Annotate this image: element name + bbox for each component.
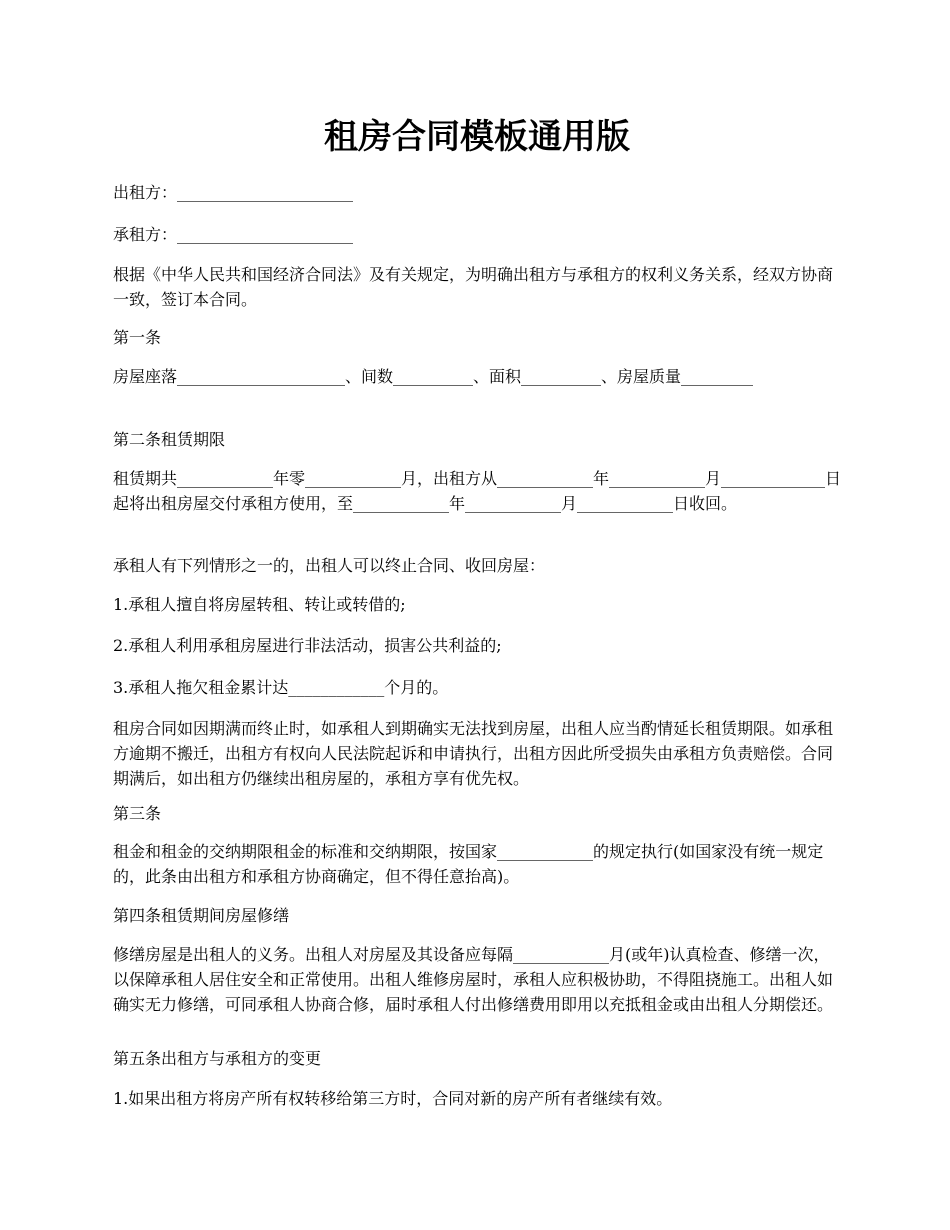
article-1-property-line: 房屋座落_____________________、间数__________、面积__________、房屋质量_________	[113, 367, 754, 386]
article-4-heading: 第四条租赁期间房屋修缮	[113, 906, 290, 925]
document-title: 租房合同模板通用版	[324, 117, 630, 157]
repair-paragraph: 修缮房屋是出租人的义务。出租人对房屋及其设备应每隔____________月(或年)认真检查、修缮一次，以保障承租人居住安全和正常使用。出租人维修房屋时，承租人应积极协助，不得阻挠施工。出租人如确实无力修缮，可同承租人协商合修，届时承租人付出修缮费用即用以充抵租金或由出租人分期偿还。	[113, 945, 834, 1014]
preamble-paragraph: 根据《中华人民共和国经济合同法》及有关规定，为明确出租方与承租方的权利义务关系，经双方协商一致，签订本合同。	[113, 265, 834, 309]
termination-item-2: 2.承租人利用承租房屋进行非法活动，损害公共利益的;	[113, 636, 502, 655]
article-1-heading: 第一条	[113, 328, 162, 347]
termination-item-3: 3.承租人拖欠租金累计达____________个月的。	[113, 678, 449, 697]
article-2-heading: 第二条租赁期限	[113, 430, 226, 449]
termination-item-1: 1.承租人擅自将房屋转租、转让或转借的;	[113, 595, 406, 614]
rent-paragraph: 租金和租金的交纳期限租金的标准和交纳期限，按国家____________的规定执行(如国家没有统一规定的，此条由出租方和承租方协商确定，但不得任意抬高)。	[113, 842, 824, 886]
termination-intro: 承租人有下列情形之一的，出租人可以终止合同、收回房屋：	[113, 556, 546, 575]
lessor-line: 出租方：______________________	[113, 183, 354, 202]
expiry-paragraph: 租房合同如因期满而终止时，如承租人到期确实无法找到房屋，出租人应当酌情延长租赁期限。如承租方逾期不搬迁，出租方有权向人民法院起诉和申请执行，出租方因此所受损失由承租方负责赔偿。合同期满后，如出租方仍继续出租房屋的，承租方享有优先权。	[113, 719, 834, 788]
lessee-line: 承租方：______________________	[113, 225, 354, 244]
lease-term-paragraph: 租赁期共____________年零____________月，出租方从____________年____________月_____________日起将出租房屋交付承租方使用，至____________年____________月____________日收回。	[113, 469, 842, 513]
article-5-heading: 第五条出租方与承租方的变更	[113, 1049, 322, 1068]
article-3-heading: 第三条	[113, 804, 162, 823]
change-item-1: 1.如果出租方将房产所有权转移给第三方时，合同对新的房产所有者继续有效。	[113, 1089, 673, 1108]
